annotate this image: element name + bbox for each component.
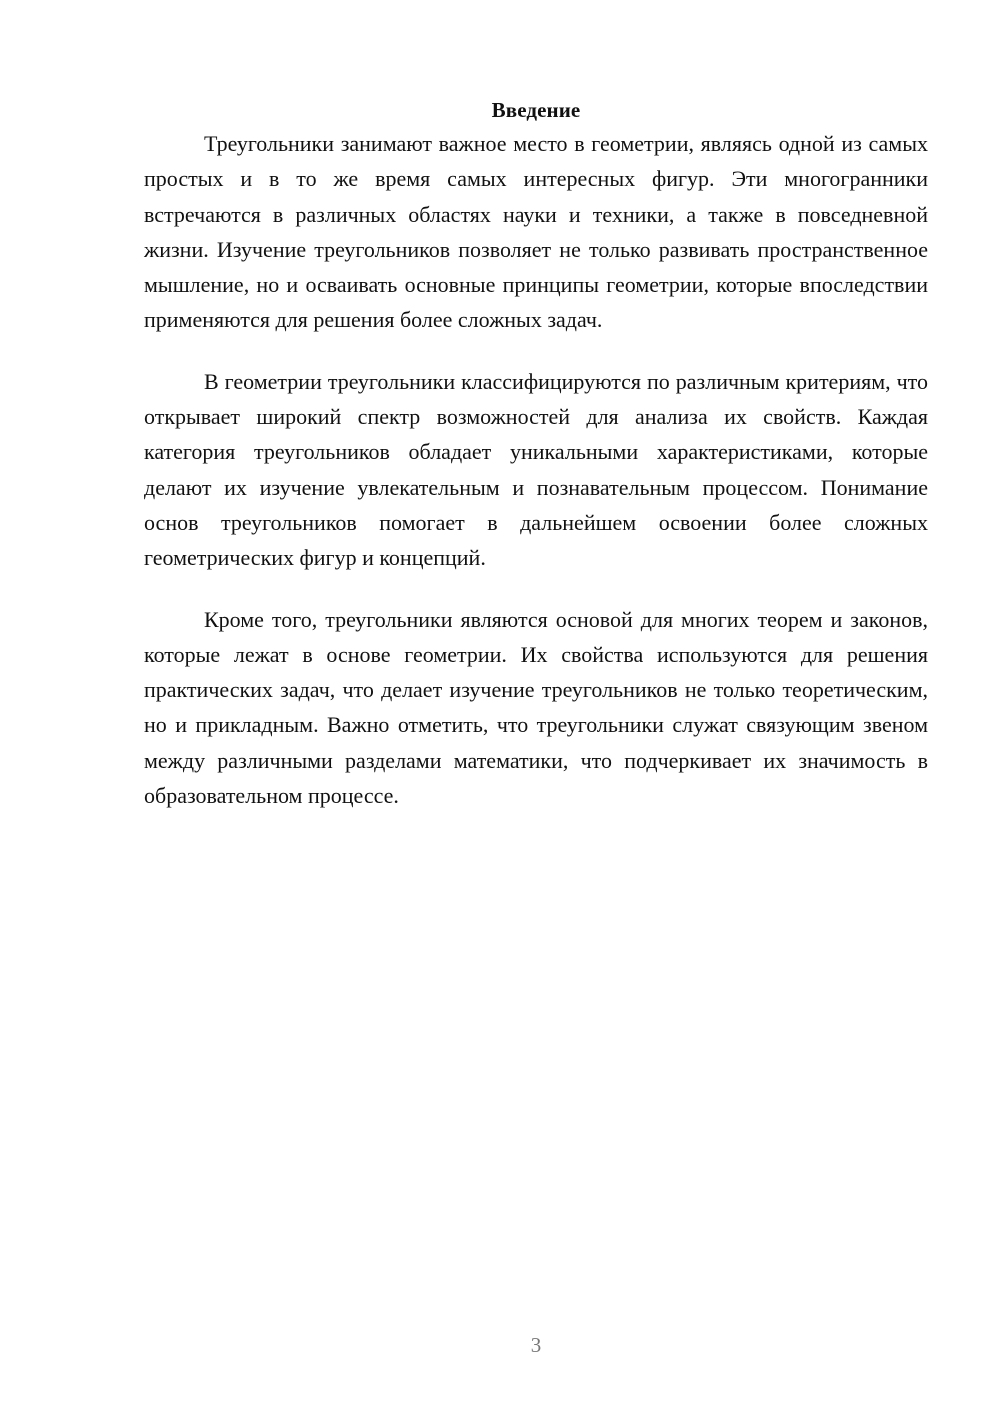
paragraph-2: В геометрии треугольники классифицируются по различным критериям, что открывает широкий спектр возможностей для анализа их свойств. Каждая категория треугольников обладает уникальными характеристиками, которые делают их изучение увлекательным и познавательным процессом. Понимание основ треугольников помогает в дальнейшем освоении более сложных геометрических фигур и концепций.	[144, 368, 928, 571]
page-content	[144, 94, 928, 839]
paragraph-1: Треугольники занимают важное место в геометрии, являясь одной из самых простых и в то же время самых интересных фигур. Эти многогранники встречаются в различных областях науки и техники, а также в повседневной жизни. Изучение треугольников позволяет не только развивать пространственное мышление, но и осваивать основные принципы геометрии, которые впоследствии применяются для решения более сложных задач.	[144, 131, 928, 333]
page-number: 3	[530, 1333, 542, 1357]
paragraph-3: Кроме того, треугольники являются основой для многих теорем и законов, которые лежат в основе геометрии. Их свойства используются для решения практических задач, что делает изучение треугольников не только теоретическим, но и прикладным. Важно отметить, что треугольники служат связующим звеном между различными разделами математики, что подчеркивает их значимость в образовательном процессе.	[144, 606, 928, 809]
section-title: Введение	[491, 98, 581, 122]
